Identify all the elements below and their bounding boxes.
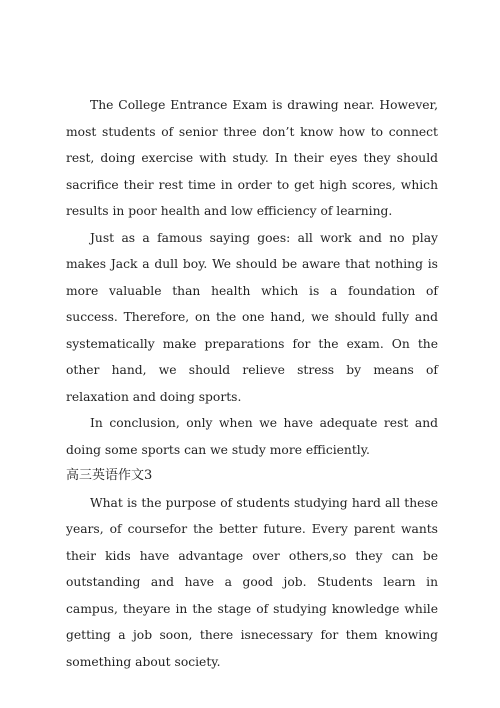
section-paragraph: What is the purpose of students studying hard all these years, of coursefor the better future. Every parent wants their kids have advantage over others,so they can be outstanding and have a good job. Students learn in campus, theyare in the stage of studying knowledge while getting a job soon, there isnecessary for them knowing something about society. (66, 495, 438, 669)
section-heading: 高三英语作文3 (66, 468, 153, 483)
paragraph-1: The College Entrance Exam is drawing near. However, most students of senior three don’t know how to connect rest, doing exercise with study. In their eyes they should sacrifice their rest time in order to get high scores, which results in poor health and low efficiency of learning. (66, 98, 438, 218)
document-body (66, 92, 438, 675)
paragraph-3: In conclusion, only when we have adequate rest and doing some sports can we study more efficiently. (66, 416, 438, 457)
paragraph-2: Just as a famous saying goes: all work and no play makes Jack a dull boy. We should be aware that nothing is more valuable than health which is a foundation of success. Therefore, on the one hand, we should fully and systematically make preparations for the exam. On the other hand, we should relieve stress by means of relaxation and doing sports. (66, 230, 438, 404)
